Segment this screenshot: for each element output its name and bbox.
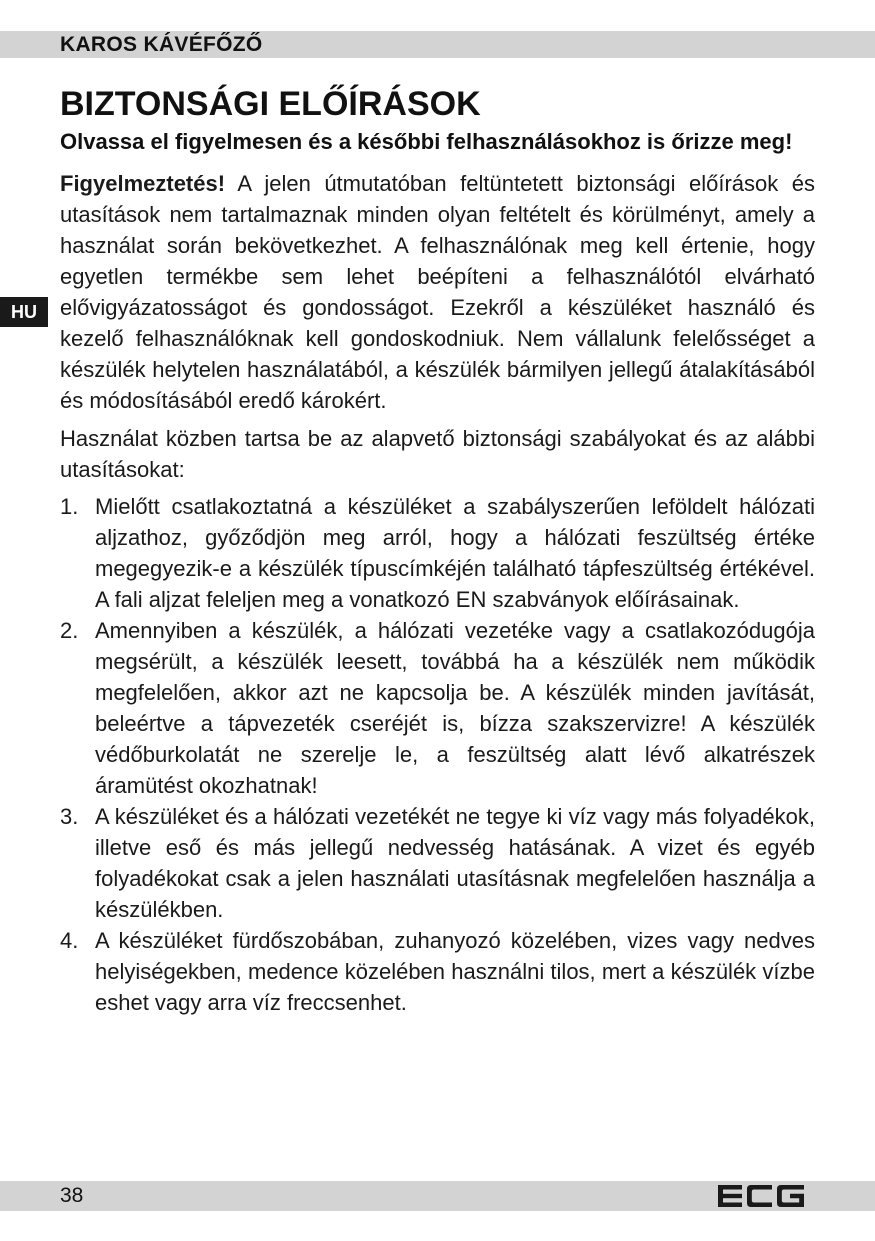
language-tab: HU <box>0 297 48 327</box>
subtitle: Olvassa el figyelmesen és a későbbi felhasználásokhoz is őrizze meg! <box>60 129 793 154</box>
list-item-number: 3. <box>60 804 79 829</box>
list-item <box>60 925 815 1018</box>
product-title: KAROS KÁVÉFŐZŐ <box>60 33 263 56</box>
list-item-number: 2. <box>60 618 79 643</box>
list-item-text: A készüléket és a hálózati vezetékét ne tegye ki víz vagy más folyadékok, illetve eső és más jellegű nedvesség hatásának. A vizet és egyéb folyadékokat csak a jelen használati utasításnak megfelelően használja a készülékben. <box>95 804 815 922</box>
warning-label: Figyelmeztetés! <box>60 171 226 196</box>
intro-paragraph: Használat közben tartsa be az alapvető biztonsági szabályokat és az alábbi utasításokat: <box>60 426 815 482</box>
list-item-text: Mielőtt csatlakoztatná a készüléket a szabályszerűen leföldelt hálózati aljzathoz, győződjön meg arról, hogy a hálózati feszültség értéke megegyezik-e a készülék típuscímkéjén található tápfeszültség értékével. A fali aljzat feleljen meg a vonatkozó EN szabványok előírásainak. <box>95 494 815 612</box>
list-item <box>60 615 815 801</box>
list-item-text: A készüléket fürdőszobában, zuhanyozó közelében, vizes vagy nedves helyiségekben, medence közelében használni tilos, mert a készülék vízbe eshet vagy arra víz freccsenhet. <box>95 928 815 1015</box>
page-title: BIZTONSÁGI ELŐÍRÁSOK <box>60 85 481 123</box>
list-item-number: 4. <box>60 928 79 953</box>
main-content <box>60 84 815 1018</box>
list-item <box>60 491 815 615</box>
safety-rules-list <box>60 491 815 1018</box>
page-number: 38 <box>60 1184 84 1207</box>
warning-text: A jelen útmutatóban feltüntetett biztonsági előírások és utasítások nem tartalmaznak minden olyan feltételt és körülményt, amely a használat során bekövetkezhet. A felhasználónak meg kell értenie, hogy egyetlen termékbe sem lehet beépíteni a felhasználótól elvárható elővigyázatosságot és gondosságot. Ezekről a készüléket használó és kezelő felhasználóknak kell gondoskodniuk. Nem vállalunk felelősséget a készülék helytelen használatából, a készülék bármilyen jellegű átalakításából és módosításából eredő károkért. <box>60 171 815 413</box>
list-item <box>60 801 815 925</box>
list-item-number: 1. <box>60 494 79 519</box>
list-item-text: Amennyiben a készülék, a hálózati vezetéke vagy a csatlakozódugója megsérült, a készülék leesett, továbbá ha a készülék nem működik megfelelően, akkor azt ne kapcsolja be. A készülék minden javítását, beleértve a tápvezeték cseréjét is, bízza szakszervizre! A készülék védőburkolatát ne szerelje le, a feszültség alatt lévő alkatrészek áramütést okozhatnak! <box>95 618 815 798</box>
warning-paragraph <box>60 168 815 416</box>
ecg-logo <box>718 1185 804 1207</box>
